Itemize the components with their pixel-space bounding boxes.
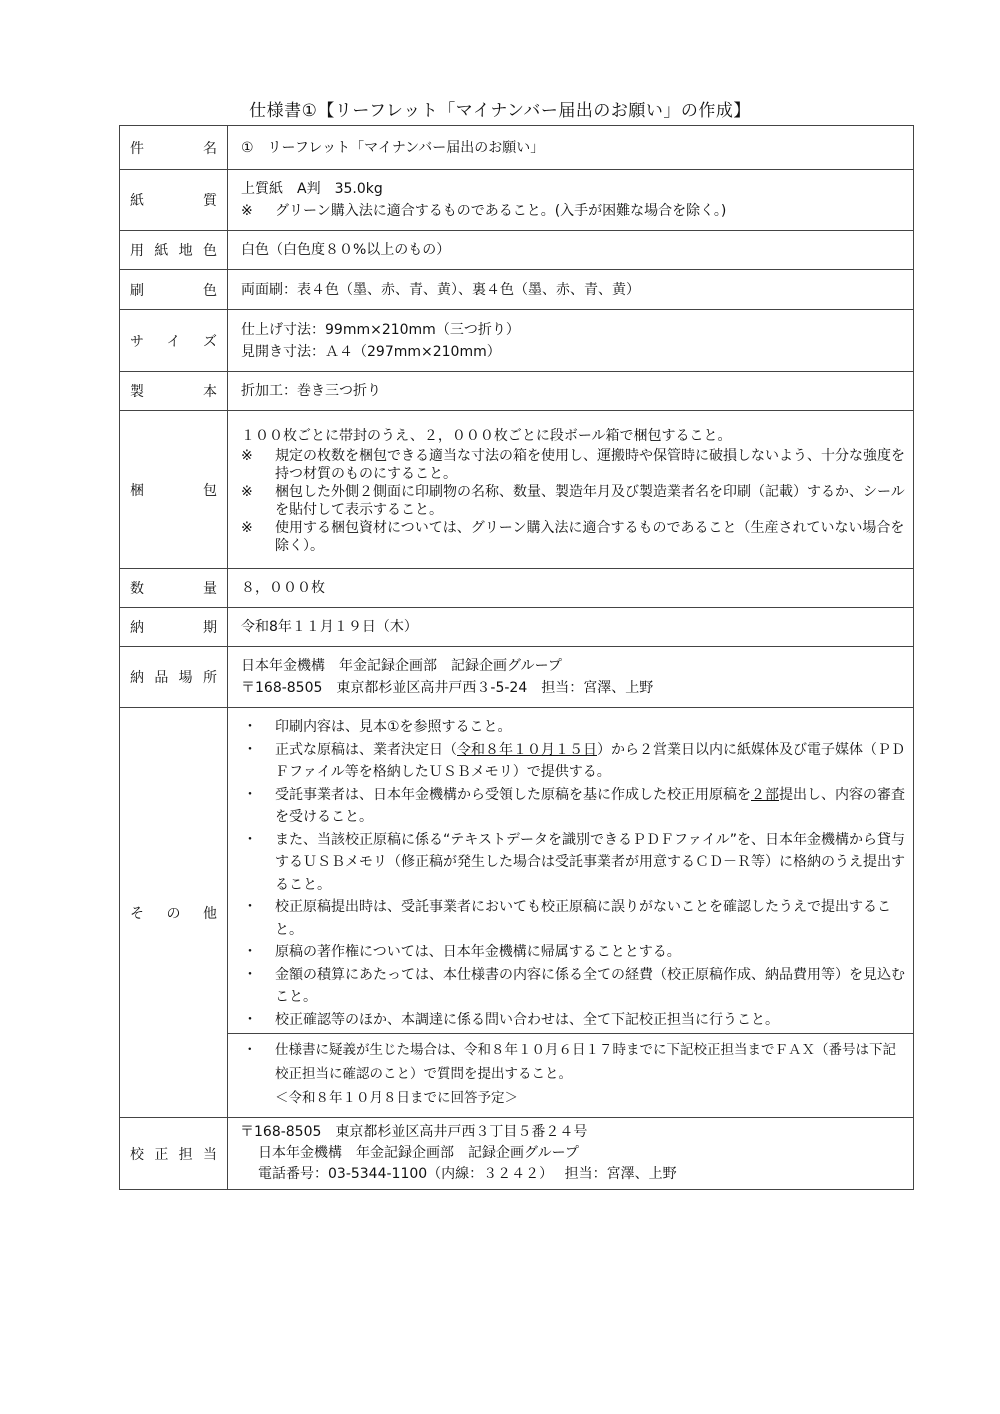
note-mark: ※ xyxy=(241,203,253,219)
proof-line1: 〒168-8505 東京都杉並区高井戸西３丁目５番２４号 xyxy=(240,1124,588,1140)
bullet: ・ xyxy=(243,1042,257,1058)
spec-table xyxy=(119,125,914,1190)
value-item-name: ① リーフレット「マイナンバー届出のお願い」 xyxy=(228,126,914,170)
label-binding: 製 本 xyxy=(120,372,228,411)
other-item-3 xyxy=(241,784,905,829)
packing-note-3 xyxy=(241,519,905,555)
other-subsection xyxy=(228,1033,913,1112)
other-text: また、当該校正原稿に係る“テキストデータを識別できるＰＤＦファイル”を、日本年金機構から貸与するＵＳＢメモリ（修正稿が発生した場合は受託事業者が用意するＣＤ－Ｒ等）に格納のうえ提出すること。 xyxy=(275,831,905,893)
bullet: ・ xyxy=(243,831,257,848)
note-mark: ※ xyxy=(241,447,253,464)
bullet: ・ xyxy=(243,1011,257,1028)
paper-note xyxy=(241,200,903,222)
label-delivery: 納品場所 xyxy=(120,647,228,708)
label-other: そ の 他 xyxy=(120,708,228,1118)
note-mark: ※ xyxy=(241,483,253,500)
packing-line1: １００枚ごとに帯封のうえ、２，０００枚ごとに段ボール箱で梱包すること。 xyxy=(241,427,732,444)
packing-note-text: 使用する梱包資材については、グリーン購入法に適合するものであること（生産されていない場合を除く）。 xyxy=(275,519,905,554)
bullet: ・ xyxy=(243,786,257,803)
other-item-6 xyxy=(241,941,905,964)
other-item-4 xyxy=(241,829,905,897)
proof-line2: 日本年金機構 年金記録企画部 記録企画グループ xyxy=(258,1145,579,1161)
label-deadline: 納 期 xyxy=(120,608,228,647)
row-paper-color xyxy=(120,231,914,270)
row-size xyxy=(120,310,914,372)
other-text: 仕様書に疑義が生じた場合は、令和８年１０月６日１７時までに下記校正担当までＦＡＸ（番号は下記校正担当に確認のこと）で質問を提出すること。 xyxy=(275,1042,896,1082)
other-text: 金額の積算にあたっては、本仕様書の内容に係る全ての経費（校正原稿作成、納品費用等）を見込むこと。 xyxy=(275,966,905,1005)
page-title: 仕様書①【リーフレット「マイナンバー届出のお願い」の作成】 xyxy=(249,101,751,121)
bullet: ・ xyxy=(243,741,257,758)
underlined-copies: ２部 xyxy=(751,786,779,803)
value-binding: 折加工：巻き三つ折り xyxy=(228,372,914,411)
row-deadline xyxy=(120,608,914,647)
value-size xyxy=(228,310,914,372)
row-paper xyxy=(120,170,914,231)
bullet: ・ xyxy=(243,719,257,735)
underlined-date: 令和８年１０月１５日 xyxy=(457,741,597,758)
size-line2: 見開き寸法：Ａ４（297mm×210mm） xyxy=(241,343,501,360)
delivery-line2: 〒168-8505 東京都杉並区高井戸西３-5-24 担当：宮澤、上野 xyxy=(241,680,654,696)
row-binding xyxy=(120,372,914,411)
row-other xyxy=(120,708,914,1118)
other-text: 校正確認等のほか、本調達に係る問い合わせは、全て下記校正担当に行うこと。 xyxy=(275,1011,779,1028)
row-proof xyxy=(120,1118,914,1190)
bullet: ・ xyxy=(243,944,257,960)
other-item-7 xyxy=(241,964,905,1009)
other-text-part: 受託事業者は、日本年金機構から受領した原稿を基に作成した校正用原稿を xyxy=(275,786,751,803)
label-paper: 紙 質 xyxy=(120,170,228,231)
other-text: 校正原稿提出時は、受託事業者においても校正原稿に誤りがないことを確認したうえで提出すること。 xyxy=(275,899,891,938)
other-item-2 xyxy=(241,739,905,784)
value-packing xyxy=(228,411,914,569)
other-text: 印刷内容は、見本①を参照すること。 xyxy=(275,719,512,735)
row-delivery xyxy=(120,647,914,708)
note-mark: ※ xyxy=(241,519,253,536)
other-text xyxy=(275,739,905,784)
paper-line1: 上質紙 A判 35.0kg xyxy=(241,181,383,197)
paper-line2: グリーン購入法に適合するものであること。(入手が困難な場合を除く。) xyxy=(275,203,727,219)
row-print-color xyxy=(120,270,914,310)
other-text-part: ）から２営業日以内に紙媒体及び電子媒体（ＰＤＦファイル等を格納したＵＳＢメモリ）で提供する。 xyxy=(275,741,905,780)
packing-note-text: 梱包した外側２側面に印刷物の名称、数量、製造年月及び製造業者名を印刷（記載）するか、シールを貼付して表示すること。 xyxy=(275,483,905,518)
answer-schedule: ＜令和８年１０月８日までに回答予定＞ xyxy=(275,1090,518,1106)
proof-line3: 電話番号：03-5344-1100（内線：３２４２） 担当：宮澤、上野 xyxy=(258,1166,677,1182)
value-print-color: 両面刷：表４色（墨、赤、青、黄）、裏４色（墨、赤、青、黄） xyxy=(228,270,914,310)
other-text-part: 正式な原稿は、業者決定日（ xyxy=(275,741,457,758)
label-quantity: 数 量 xyxy=(120,569,228,608)
packing-note-text: 規定の枚数を梱包できる適当な寸法の箱を使用し、運搬時や保管時に破損しないよう、十分な強度を持つ材質のものにすること。 xyxy=(275,447,905,482)
size-line1: 仕上げ寸法：99mm×210mm（三つ折り） xyxy=(241,321,520,338)
value-other xyxy=(228,708,914,1118)
label-print-color: 刷 色 xyxy=(120,270,228,310)
value-paper-color: 白色（白色度８０%以上のもの） xyxy=(228,231,914,270)
value-quantity: ８，０００枚 xyxy=(228,569,914,608)
other-text xyxy=(275,784,905,829)
packing-note-1 xyxy=(241,447,905,483)
row-quantity xyxy=(120,569,914,608)
other-item-5 xyxy=(241,896,905,941)
value-proof xyxy=(228,1118,914,1190)
bullet: ・ xyxy=(243,899,257,915)
other-text-part: 提出し、内容の審査を受けること。 xyxy=(275,786,905,825)
value-paper xyxy=(228,170,914,231)
other-item-8 xyxy=(241,1009,905,1032)
bullet: ・ xyxy=(243,966,257,983)
packing-note-2 xyxy=(241,483,905,519)
row-packing xyxy=(120,411,914,569)
label-paper-color: 用紙地色 xyxy=(120,231,228,270)
value-deadline: 令和8年１１月１９日（木） xyxy=(228,608,914,647)
label-item-name: 件 名 xyxy=(120,126,228,170)
label-packing: 梱 包 xyxy=(120,411,228,569)
other-text: 原稿の著作権については、日本年金機構に帰属することとする。 xyxy=(275,944,681,960)
label-proof: 校正担当 xyxy=(120,1118,228,1190)
other-item-9 xyxy=(241,1038,905,1086)
other-item-1 xyxy=(241,716,905,739)
delivery-line1: 日本年金機構 年金記録企画部 記録企画グループ xyxy=(241,658,562,674)
value-delivery xyxy=(228,647,914,708)
label-size: サ イ ズ xyxy=(120,310,228,372)
row-item-name xyxy=(120,126,914,170)
